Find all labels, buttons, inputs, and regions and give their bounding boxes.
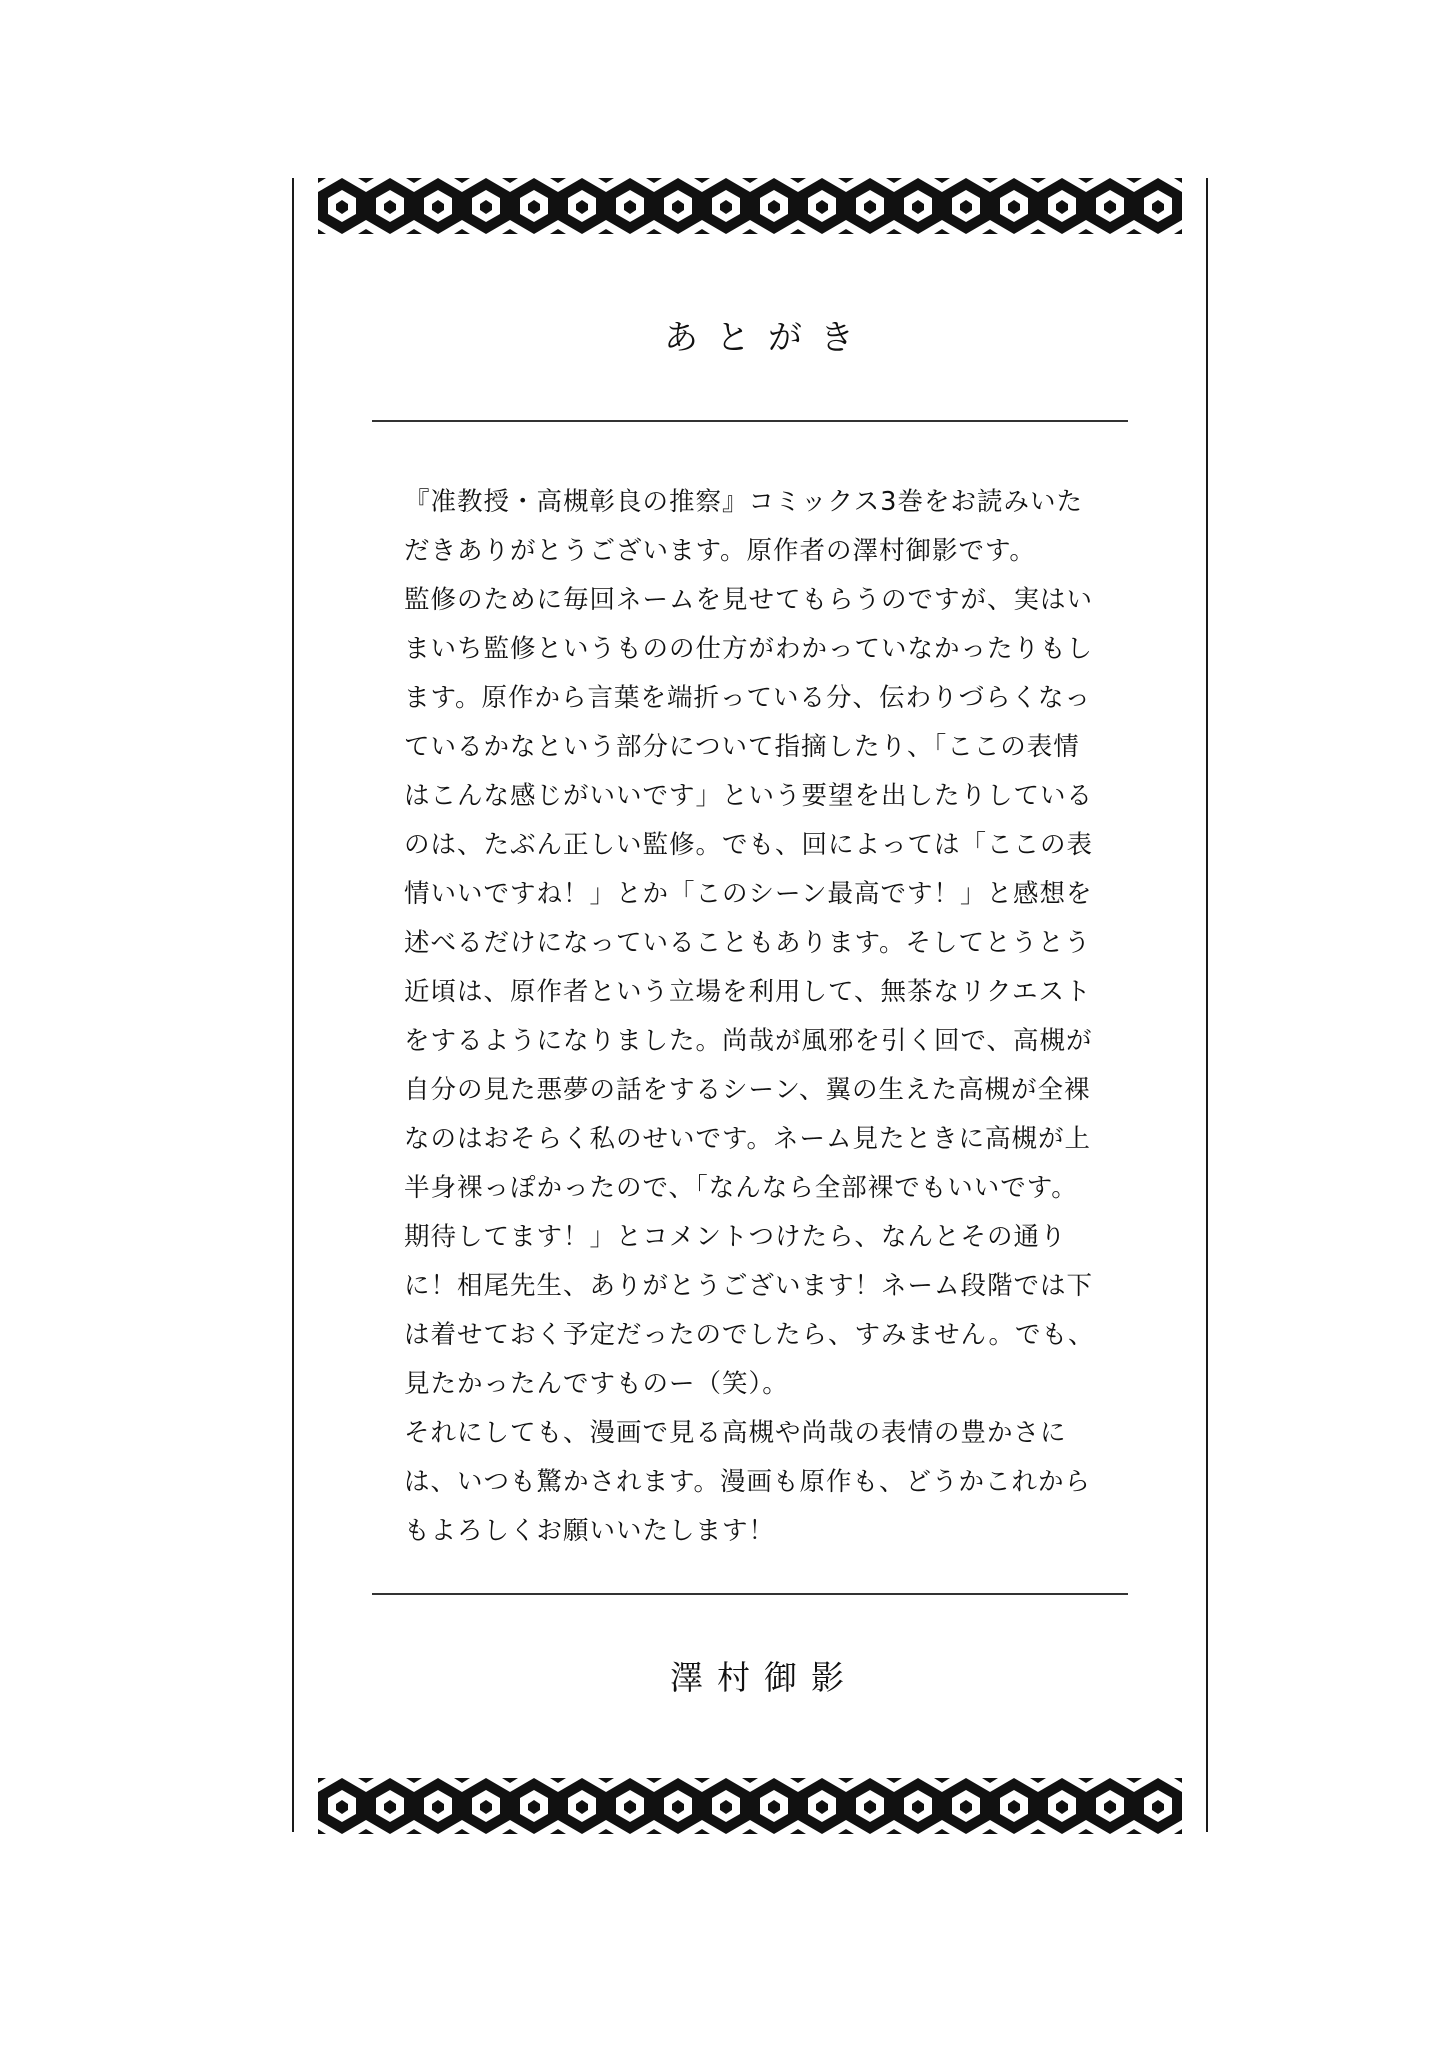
bottom-pattern-band (318, 1778, 1182, 1834)
paragraph: それにしても、漫画で見る高槻や尚哉の表情の豊かさには、いつも驚かされます。漫画も原作も、どうかこれからもよろしくお願いいたします！ (404, 1418, 1091, 1546)
frame-right-line (1206, 178, 1208, 1832)
signature-divider (372, 1593, 1128, 1595)
afterword-title: あとがき (664, 318, 872, 358)
author-signature: 澤村御影 (670, 1658, 858, 1697)
paragraph: 監修のために毎回ネームを見せてもらうのですが、実はいまいち監修というものの仕方がわかっていなかったりもします。原作から言葉を端折っている分、伝わりづらくなっているかなという部分について指摘したり、「ここの表情はこんな感じがいいです」という要望を出したりしているのは、たぶん正しい監修。でも、回によっては「ここの表情いいですね！」とか「このシーン最高です！」と感想を述べるだけになっていることもあります。そしてとうとう近頃は、原作者という立場を利用して、無茶なリクエストをするようになりました。尚哉が風邪を引く回で、高槻が自分の見た悪夢の話をするシーン、翼の生えた高槻が全裸なのはおそらく私のせいです。ネーム見たときに高槻が上半身裸っぽかったので、「なんなら全部裸でもいいです。期待してます！」とコメントつけたら、なんとその通りに！相尾先生、ありがとうございます！ネーム段階では下は着せておく予定だったのでしたら、すみません。でも、見たかったんですものー（笑）。 (404, 585, 1095, 1399)
afterword-body (404, 478, 1104, 1556)
paragraph: 『准教授・高槻彰良の推察』コミックス3巻をお読みいただきありがとうございます。原作者の澤村御影です。 (404, 487, 1083, 566)
frame-left-line (292, 178, 294, 1832)
top-pattern-band (318, 178, 1182, 234)
title-divider (372, 420, 1128, 422)
